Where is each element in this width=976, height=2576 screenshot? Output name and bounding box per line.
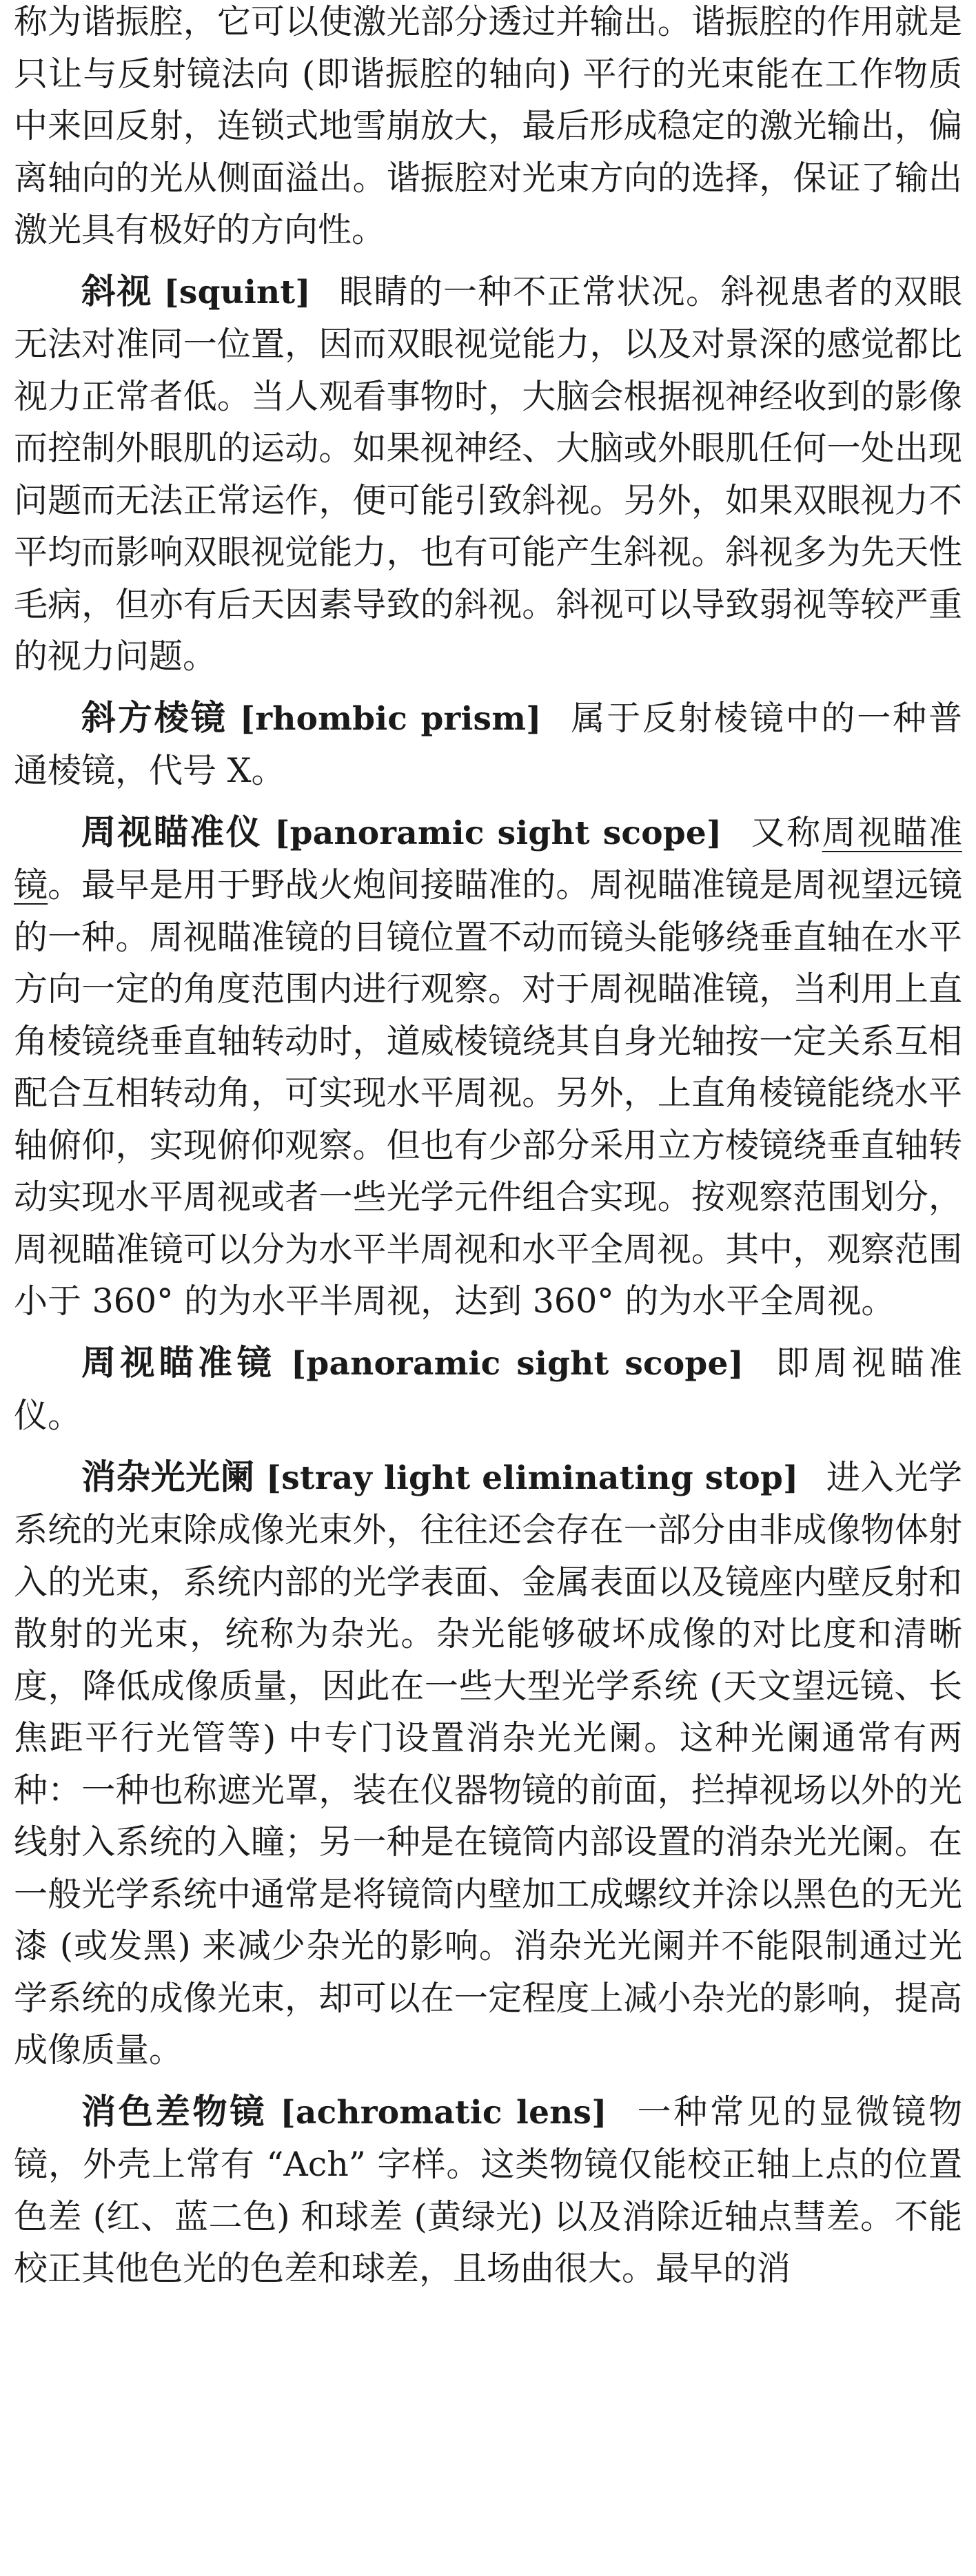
entry-panoramic-sight-instrument bbox=[14, 807, 962, 1328]
continuation-paragraph bbox=[14, 0, 962, 256]
entry-english-term: [squint] bbox=[163, 273, 311, 311]
entry-headword: 斜视 bbox=[81, 271, 152, 311]
entry-english-term: [stray light eliminating stop] bbox=[265, 1459, 799, 1497]
paragraph-text: 称为谐振腔，它可以使激光部分透过并输出。谐振腔的作用就是只让与反射镜法向 (即谐振腔的轴向) 平行的光束能在工作物质中来回反射，连锁式地雪崩放大，最后形成稳定的激光输出，偏离轴向的光从侧面溢出。谐振腔对光束方向的选择，保证了输出激光具有极好的方向性。 bbox=[14, 2, 962, 249]
entry-achromatic-lens bbox=[14, 2086, 962, 2295]
entry-definition: 即周视瞄准仪。 bbox=[14, 1343, 962, 1435]
entry-headword: 消色差物镜 bbox=[81, 2091, 267, 2132]
entry-definition: 眼睛的一种不正常状况。斜视患者的双眼无法对准同一位置，因而双眼视觉能力，以及对景深的感觉都比视力正常者低。当人观看事物时，大脑会根据视神经收到的影像而控制外眼肌的运动。如果视神经、大脑或外眼肌任何一处出现问题而无法正常运作，便可能引致斜视。另外，如果双眼视力不平均而影响双眼视觉能力，也有可能产生斜视。斜视多为先天性毛病，但亦有后天因素导致的斜视。斜视可以导致弱视等较严重的视力问题。 bbox=[14, 271, 963, 676]
entry-definition: 。最早是用于野战火炮间接瞄准的。周视瞄准镜是周视望远镜的一种。周视瞄准镜的目镜位置不动而镜头能够绕垂直轴在水平方向一定的角度范围内进行观察。对于周视瞄准镜，当利用上直角棱镜绕垂直轴转动时，道威棱镜绕其自身光轴按一定关系互相配合互相转动角，可实现水平周视。另外，上直角棱镜能绕水平轴俯仰，实现俯仰观察。但也有少部分采用立方棱镜绕垂直轴转动实现水平周视或者一些光学元件组合实现。按观察范围划分，周视瞄准镜可以分为水平半周视和水平全周视。其中，观察范围小于 360° 的为水平半周视，达到 360° 的为水平全周视。 bbox=[14, 865, 962, 1321]
entry-english-term: [panoramic sight scope] bbox=[274, 814, 722, 852]
dictionary-page bbox=[14, 0, 962, 2305]
cross-reference-link[interactable]: 周视瞄准镜 bbox=[14, 812, 962, 905]
entry-squint bbox=[14, 266, 962, 683]
entry-stray-light-stop bbox=[14, 1452, 962, 2077]
entry-headword: 消杂光光阑 bbox=[81, 1456, 255, 1497]
entry-english-term: [rhombic prism] bbox=[239, 699, 542, 738]
entry-english-term: [achromatic lens] bbox=[280, 2093, 607, 2132]
entry-headword: 斜方棱镜 bbox=[81, 697, 227, 738]
entry-headword: 周视瞄准仪 bbox=[81, 812, 263, 852]
entry-definition: 进入光学系统的光束除成像光束外，往往还会存在一部分由非成像物体射入的光束，系统内部的光学表面、金属表面以及镜座内壁反射和散射的光束，统称为杂光。杂光能够破坏成像的对比度和清晰度，降低成像质量，因此在一些大型光学系统 (天文望远镜、长焦距平行光管等) 中专门设置消杂光光阑。这种光阑通常有两种：一种也称遮光罩，装在仪器物镜的前面，拦掉视场以外的光线射入系统的入瞳；另一种是在镜筒内部设置的消杂光光阑。在一般光学系统中通常是将镜筒内壁加工成螺纹并涂以黑色的无光漆 (或发黑) 来减少杂光的影响。消杂光光阑并不能限制通过光学系统的成像光束，却可以在一定程度上减小杂光的影响，提高成像质量。 bbox=[14, 1457, 962, 2070]
entry-headword: 周视瞄准镜 bbox=[81, 1342, 276, 1383]
entry-english-term: [panoramic sight scope] bbox=[290, 1344, 744, 1383]
entry-definition: 属于反射棱镜中的一种普通棱镜，代号 X。 bbox=[14, 698, 963, 790]
entry-rhombic-prism bbox=[14, 692, 962, 797]
entry-panoramic-sight-scope bbox=[14, 1337, 962, 1442]
entry-definition-prefix: 又称 bbox=[749, 812, 822, 852]
entry-definition: 一种常见的显微镜物镜，外壳上常有 “Ach” 字样。这类物镜仅能校正轴上点的位置色差 (红、蓝二色) 和球差 (黄绿光) 以及消除近轴点彗差。不能校正其他色光的色差和球差，且场曲很大。最早的消 bbox=[14, 2092, 962, 2288]
